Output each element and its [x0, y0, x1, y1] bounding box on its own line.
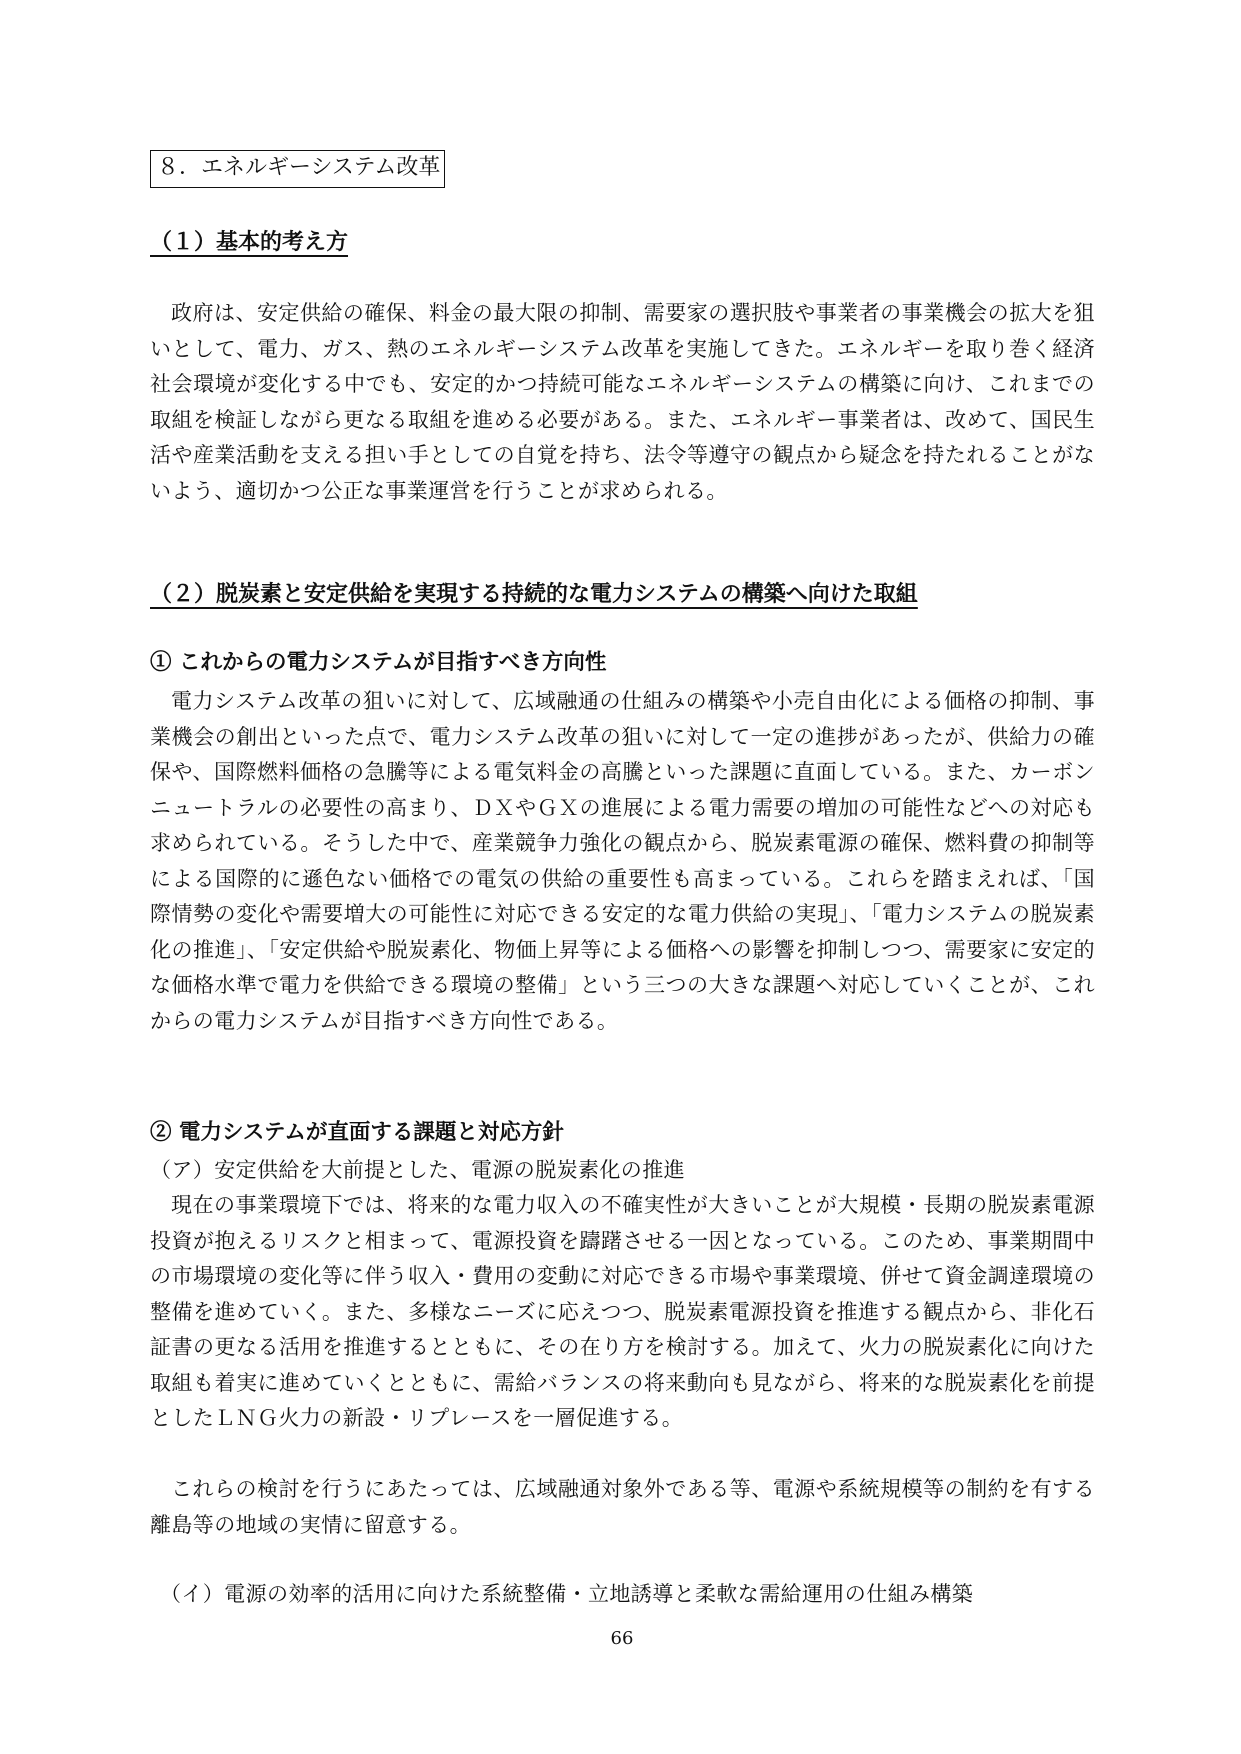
section-title: ８．エネルギーシステム改革 [150, 150, 445, 188]
sub-item-a-heading: （ア）安定供給を大前提とした、電源の脱炭素化の推進 [150, 1158, 685, 1182]
sub-item-a-paragraph-2: これらの検討を行うにあたっては、広域融通対象外である等、電源や系統規模等の制約を有する離島等の地域の実情に留意する。 [150, 1477, 1095, 1537]
subsection-1-heading: （１）基本的考え方 [150, 229, 349, 255]
direction-paragraph: 電力システム改革の狙いに対して、広域融通の仕組みの構築や小売自由化による価格の抑制、事業機会の創出といった点で、電力システム改革の狙いに対して一定の進捗があったが、供給力の確保や、国際燃料価格の急騰等による電気料金の高騰といった課題に直面している。また、カーボンニュートラルの必要性の高まり、ＤＸやＧＸの進展による電力需要の増加の可能性などへの対応も求められている。そうした中で、産業競争力強化の観点から、脱炭素電源の確保、燃料費の抑制等による国際的に遜色ない価格での電気の供給の重要性も高まっている。これらを踏まえれば、「国際情勢の変化や需要増大の可能性に対応できる安定的な電力供給の実現」、「電力システムの脱炭素化の推進」、「安定供給や脱炭素化、物価上昇等による価格への影響を抑制しつつ、需要家に安定的な価格水準で電力を供給できる環境の整備」という三つの大きな課題へ対応していくことが、これからの電力システムが目指すべき方向性である。 [150, 689, 1095, 1033]
sub-item-i-heading: （イ）電源の効率的活用に向けた系統整備・立地誘導と柔軟な需給運用の仕組み構築 [160, 1582, 974, 1606]
item-2-heading: ② 電力システムが直面する課題と対応方針 [150, 1120, 564, 1145]
basic-approach-paragraph: 政府は、安定供給の確保、料金の最大限の抑制、需要家の選択肢や事業者の事業機会の拡大を狙いとして、電力、ガス、熱のエネルギーシステム改革を実施してきた。エネルギーを取り巻く経済社会環境が変化する中でも、安定的かつ持続可能なエネルギーシステムの構築に向け、これまでの取組を検証しながら更なる取組を進める必要がある。また、エネルギー事業者は、改めて、国民生活や産業活動を支える担い手としての自覚を持ち、法令等遵守の観点から疑念を持たれることがないよう、適切かつ公正な事業運営を行うことが求められる。 [150, 301, 1095, 503]
document-page [150, 0, 1095, 1754]
sub-item-a-paragraph-1: 現在の事業環境下では、将来的な電力収入の不確実性が大きいことが大規模・長期の脱炭素電源投資が抱えるリスクと相まって、電源投資を躊躇させる一因となっている。このため、事業期間中の市場環境の変化等に伴う収入・費用の変動に対応できる市場や事業環境、併せて資金調達環境の整備を進めていく。また、多様なニーズに応えつつ、脱炭素電源投資を推進する観点から、非化石証書の更なる活用を推進するとともに、その在り方を検討する。加えて、火力の脱炭素化に向けた取組も着実に進めていくとともに、需給バランスの将来動向も見ながら、将来的な脱炭素化を前提としたＬＮＧ火力の新設・リプレースを一層促進する。 [150, 1193, 1095, 1430]
subsection-2-heading: （２）脱炭素と安定供給を実現する持続的な電力システムの構築へ向けた取組 [150, 581, 918, 607]
page-number: 66 [610, 1628, 634, 1649]
item-1-heading: ① これからの電力システムが目指すべき方向性 [150, 650, 607, 675]
